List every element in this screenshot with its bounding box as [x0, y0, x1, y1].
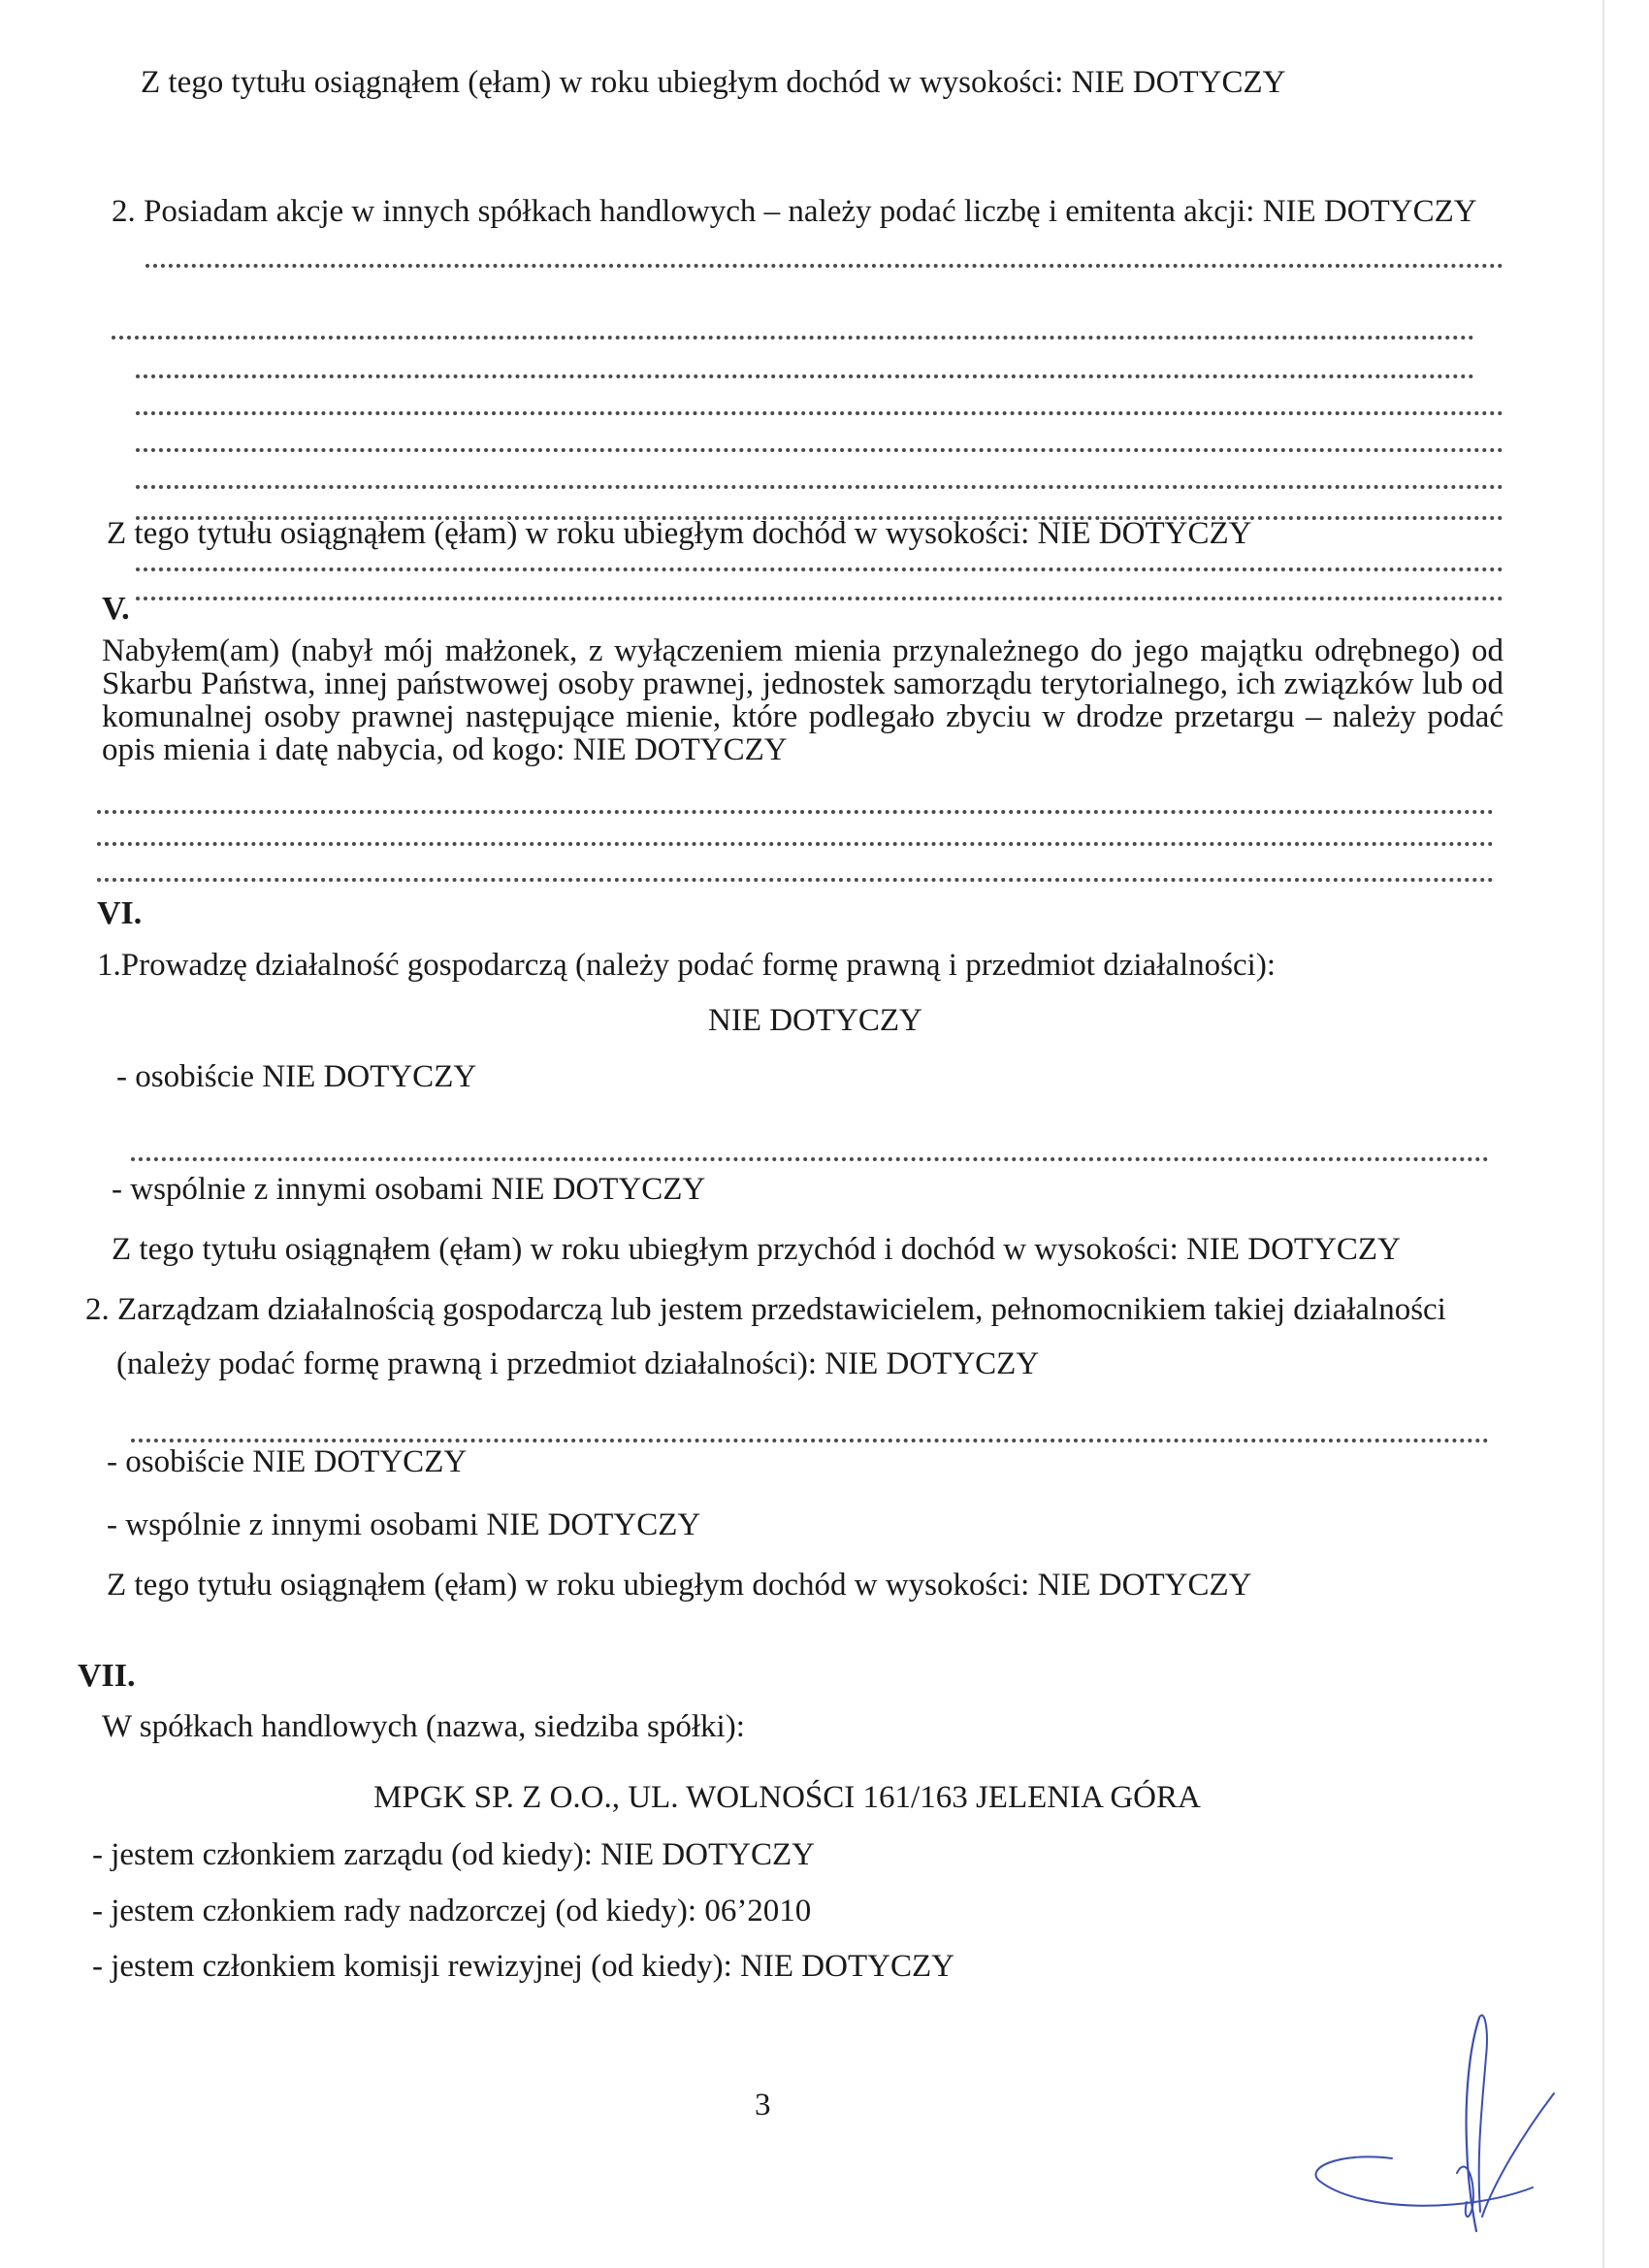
dotted-line — [136, 411, 1504, 415]
section-vi-item-1: 1.Prowadzę działalność gospodarczą (należy podać formę prawną i przedmiot działalności): — [97, 948, 1276, 983]
dotted-line — [136, 567, 1504, 571]
section-vii-heading: VII. — [78, 1658, 136, 1694]
section-vi-item-2-personally: - osobiście NIE DOTYCZY — [107, 1444, 468, 1479]
dotted-line — [146, 264, 1504, 268]
dotted-line — [131, 1157, 1489, 1161]
section-vii-company: MPGK SP. Z O.O., UL. WOLNOŚCI 161/163 JELENIA GÓRA — [373, 1780, 1201, 1815]
dotted-line — [136, 448, 1504, 452]
section-vi-item-2-jointly: - wspólnie z innymi osobami NIE DOTYCZY — [107, 1507, 701, 1542]
dotted-line — [136, 485, 1504, 489]
handwritten-signature — [1300, 1989, 1581, 2241]
section-v-heading: V. — [102, 591, 130, 627]
dotted-line — [112, 336, 1474, 340]
income-line-iv-1: Z tego tytułu osiągnąłem (ęłam) w roku ubiegłym dochód w wysokości: NIE DOTYCZY — [141, 65, 1286, 100]
section-v-text: Nabyłem(am) (nabył mój małżonek, z wyłączeniem mienia przynależnego do jego majątku odrębnego) od Skarbu Państwa, innej państwowej osoby prawnej, jednostek samorządu terytorialnego, ich związków lub od komunalnej osoby prawnej następujące mienie, które podlegało zbyciu w drodze przetargu – należy podać opis mienia i datę nabycia, od kogo: NIE DOTYCZY — [102, 633, 1504, 767]
dotted-line — [136, 374, 1474, 378]
shares-item-iv-2: 2. Posiadam akcje w innych spółkach handlowych – należy podać liczbę i emitenta akcji: NIE DOTYCZY — [112, 194, 1477, 229]
section-vi-item-2-line-1: 2. Zarządzam działalnością gospodarczą lub jestem przedstawicielem, pełnomocnikiem takiej działalności — [85, 1292, 1446, 1327]
scan-edge — [1602, 0, 1604, 2268]
section-vi-item-2-income: Z tego tytułu osiągnąłem (ęłam) w roku ubiegłym dochód w wysokości: NIE DOTYCZY — [107, 1568, 1252, 1603]
section-vi-item-2-line-2: (należy podać formę prawną i przedmiot działalności): NIE DOTYCZY — [116, 1346, 1040, 1381]
page-number: 3 — [755, 2088, 771, 2122]
section-vi-jointly: - wspólnie z innymi osobami NIE DOTYCZY — [112, 1172, 706, 1207]
dotted-line — [97, 878, 1494, 882]
section-vii-audit: - jestem członkiem komisji rewizyjnej (od kiedy): NIE DOTYCZY — [92, 1949, 954, 1984]
dotted-line — [97, 810, 1494, 814]
section-vii-supervisory: - jestem członkiem rady nadzorczej (od kiedy): 06’2010 — [92, 1894, 812, 1928]
section-vi-personally: - osobiście NIE DOTYCZY — [116, 1059, 477, 1094]
income-line-iv-2: Z tego tytułu osiągnąłem (ęłam) w roku ubiegłym dochód w wysokości: NIE DOTYCZY — [107, 516, 1252, 551]
section-vii-intro: W spółkach handlowych (nazwa, siedziba spółki): — [102, 1709, 745, 1744]
section-vii-board: - jestem członkiem zarządu (od kiedy): NIE DOTYCZY — [92, 1837, 815, 1872]
section-vi-item-1-income: Z tego tytułu osiągnąłem (ęłam) w roku ubiegłym przychód i dochód w wysokości: NIE DOTYCZY — [112, 1232, 1401, 1267]
dotted-line — [97, 842, 1494, 846]
dotted-line — [136, 597, 1504, 600]
section-vi-heading: VI. — [97, 895, 143, 931]
section-vi-item-1-answer: NIE DOTYCZY — [708, 1003, 922, 1038]
